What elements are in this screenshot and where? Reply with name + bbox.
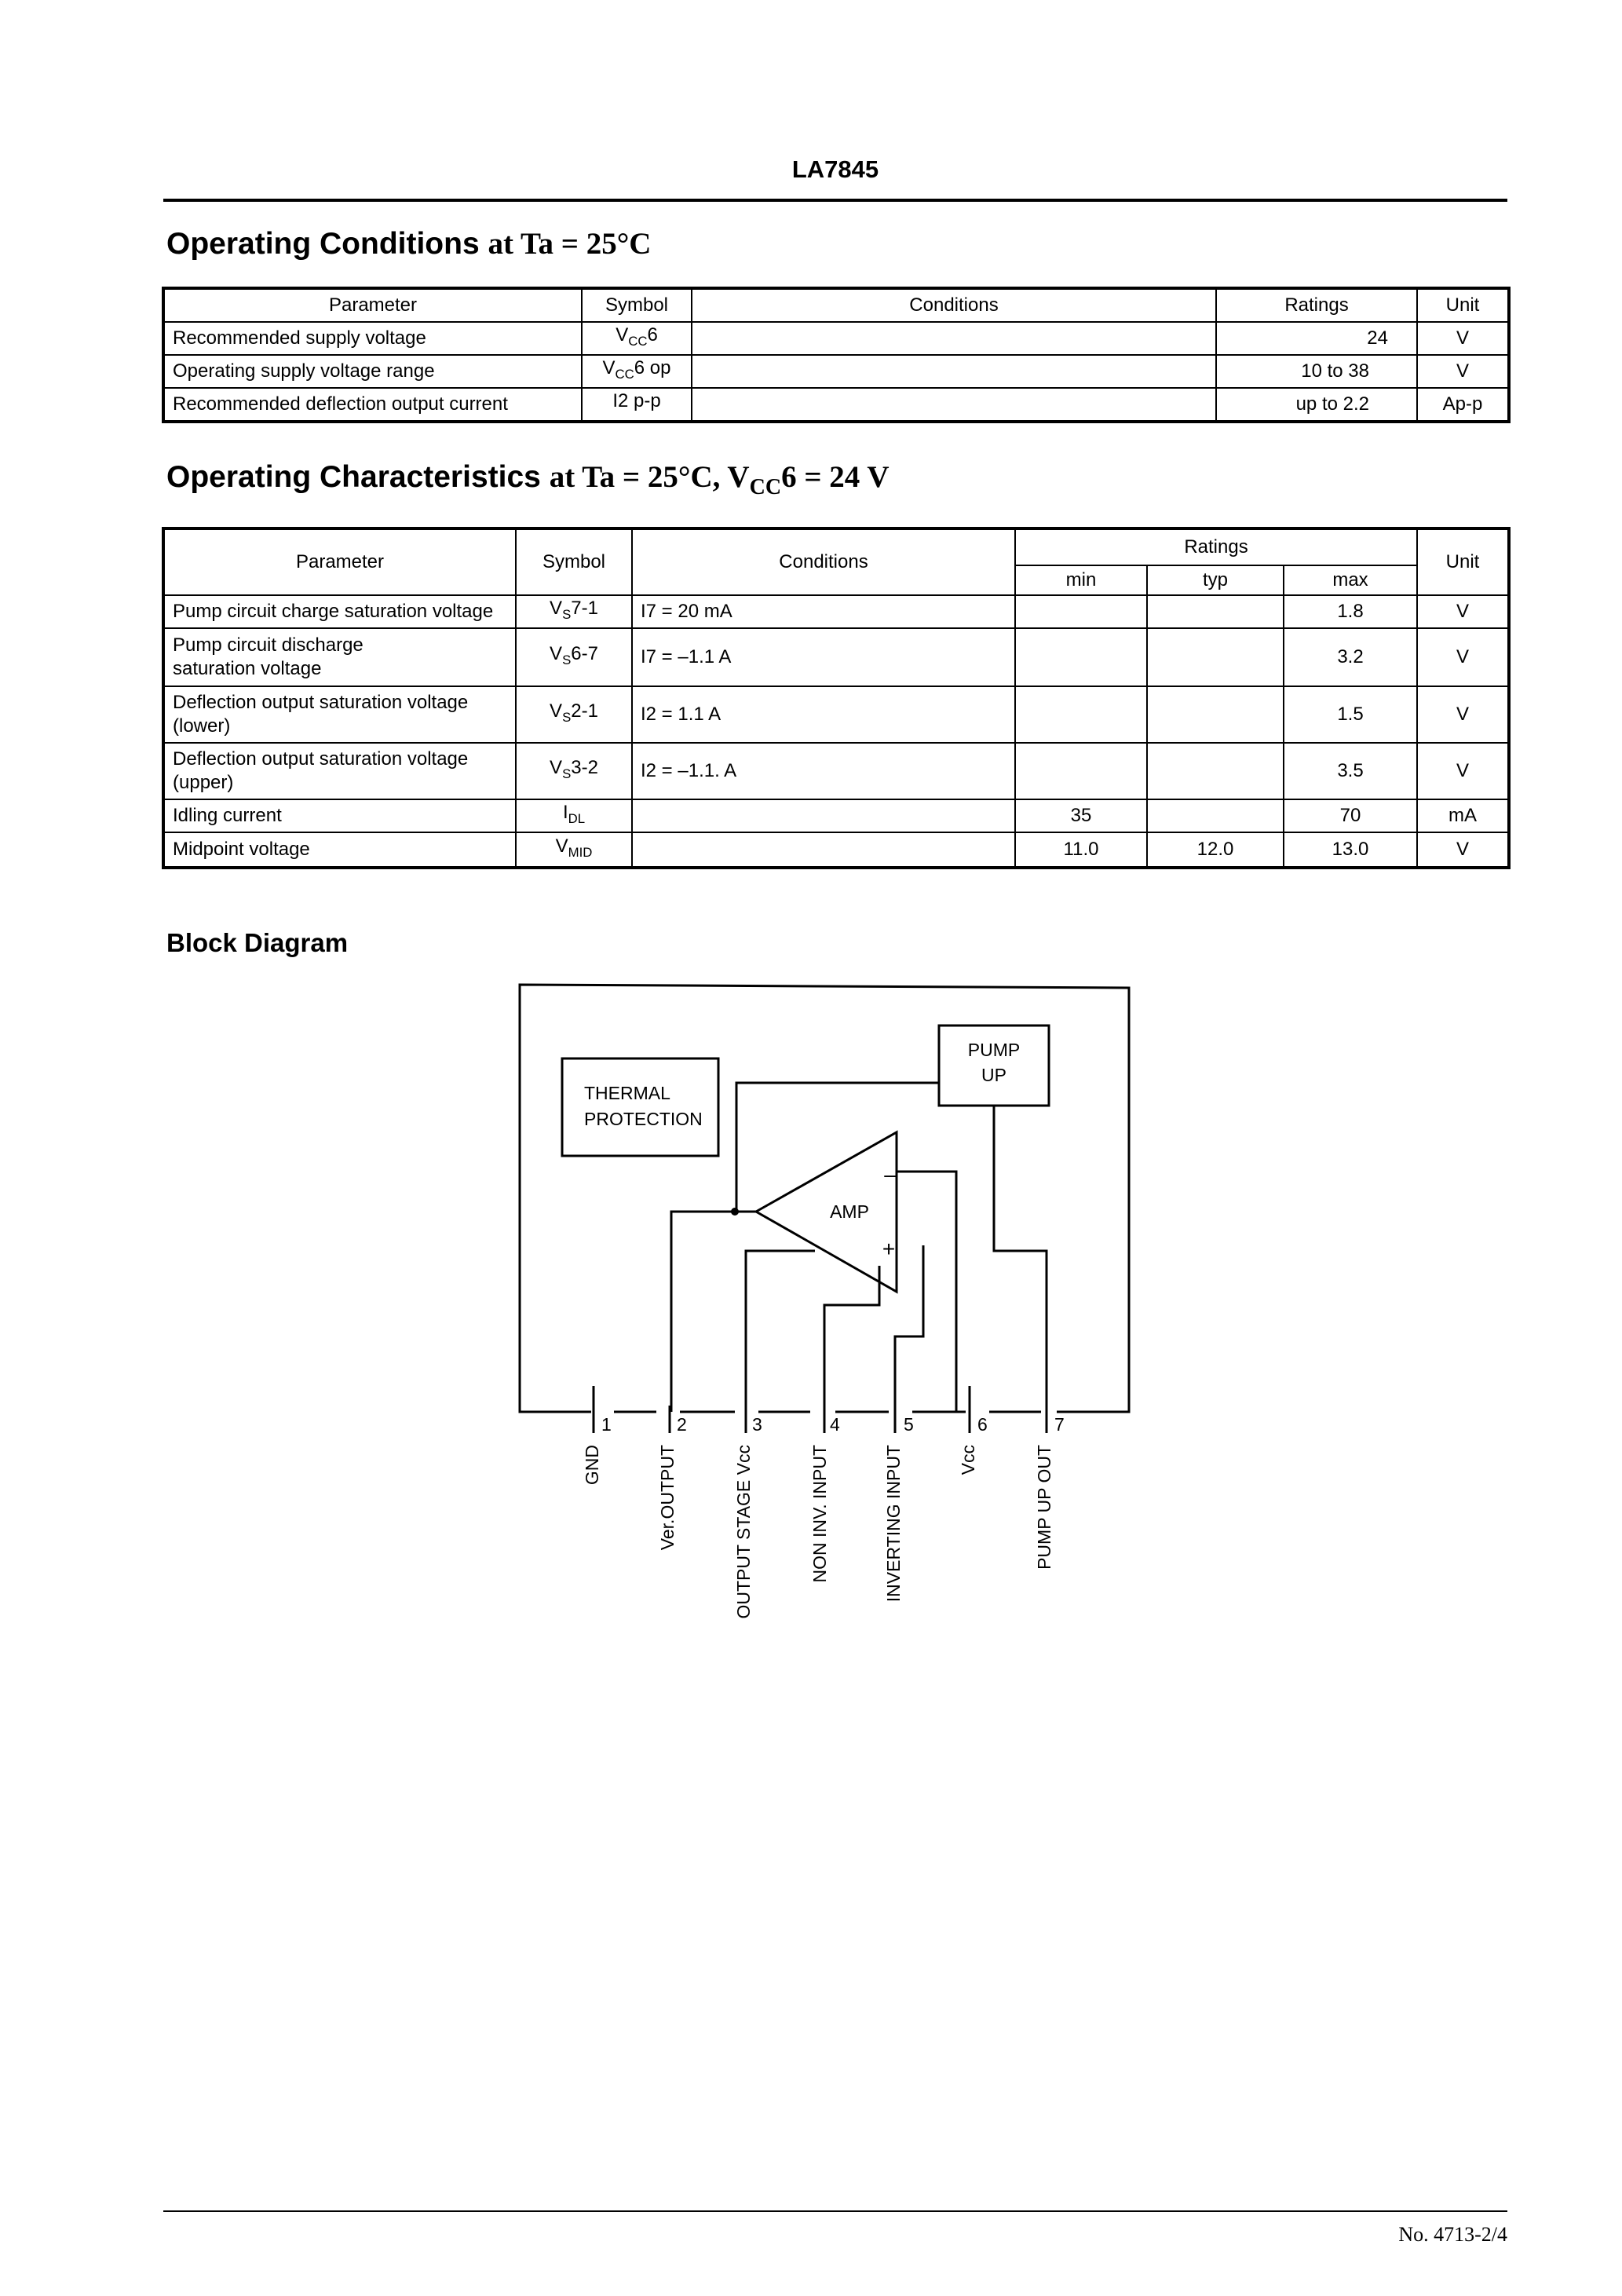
- cell-unit: Ap-p: [1417, 388, 1508, 421]
- cell-max: 1.8: [1284, 595, 1417, 628]
- cell-min: 11.0: [1015, 832, 1147, 867]
- cell-max: 3.2: [1284, 628, 1417, 686]
- cell-symbol: $V_{CC}6$ op: [582, 355, 692, 388]
- cell-ratings: 24: [1216, 322, 1417, 355]
- col-header-conditions: Conditions: [632, 529, 1015, 595]
- amp-minus-label: –: [884, 1162, 897, 1186]
- pin-label-non-inv-input: NON INV. INPUT: [809, 1445, 830, 1583]
- amp-label: AMP: [830, 1201, 869, 1222]
- cell-parameter: Pump circuit discharge saturation voltage: [164, 628, 516, 686]
- wire-pump-to-pin7: [994, 1106, 1047, 1412]
- col-header-unit: Unit: [1417, 529, 1508, 595]
- amp-plus-label: +: [882, 1237, 896, 1261]
- page-header-part-number: LA7845: [791, 155, 879, 183]
- cell-parameter: Pump circuit charge saturation voltage: [164, 595, 516, 628]
- col-header-ratings: Ratings: [1015, 529, 1417, 565]
- pin-number-6: 6: [977, 1414, 988, 1435]
- operating-conditions-heading: Operating Conditions: [166, 227, 480, 261]
- cell-symbol: $V_S6-7$: [516, 628, 632, 686]
- pin-number-2: 2: [677, 1414, 687, 1435]
- cell-conditions: I2 = 1.1 A: [632, 686, 1015, 743]
- amp-triangle: [756, 1132, 897, 1292]
- col-header-symbol: Symbol: [582, 289, 692, 322]
- operating-conditions-subtitle: at Ta = 25°C: [488, 227, 652, 261]
- wire-amp-plus: [895, 1245, 923, 1412]
- cell-parameter: Recommended deflection output current: [164, 388, 582, 421]
- thermal-protection-box: [562, 1058, 718, 1156]
- pin-number-5: 5: [904, 1414, 914, 1435]
- cell-min: 35: [1015, 799, 1147, 832]
- cell-typ: 12.0: [1147, 832, 1284, 867]
- cell-symbol: $V_S3-2$: [516, 743, 632, 799]
- pin-label-vcc: Vcc: [958, 1445, 978, 1475]
- pin-number-7: 7: [1054, 1414, 1065, 1435]
- wire-pin3: [746, 1251, 815, 1412]
- pump-label-line1: PUMP: [967, 1040, 1021, 1060]
- pin-label-gnd: GND: [582, 1445, 602, 1486]
- cell-unit: V: [1417, 743, 1508, 799]
- cell-unit: V: [1417, 355, 1508, 388]
- cell-ratings: 10 to 38: [1216, 355, 1417, 388]
- cell-conditions: I7 = 20 mA: [632, 595, 1015, 628]
- cell-unit: V: [1417, 686, 1508, 743]
- thermal-label-line1: THERMAL: [584, 1083, 670, 1103]
- col-header-conditions: Conditions: [692, 289, 1216, 322]
- cell-unit: V: [1417, 595, 1508, 628]
- cell-symbol: I2 p-p: [582, 388, 692, 421]
- pin-label-inverting-input: INVERTING INPUT: [883, 1445, 904, 1603]
- cell-symbol: $V_S7-1$: [516, 595, 632, 628]
- pin-number-3: 3: [752, 1414, 762, 1435]
- cell-unit: V: [1417, 322, 1508, 355]
- cell-parameter: Deflection output saturation voltage (upper): [164, 743, 516, 799]
- cell-conditions: I2 = –1.1. A: [632, 743, 1015, 799]
- wire-pin2: [671, 1212, 756, 1412]
- wire-pin4: [824, 1266, 879, 1412]
- pin-number-4: 4: [830, 1414, 840, 1435]
- cell-ratings: up to 2.2: [1216, 388, 1417, 421]
- junction-dot: [731, 1208, 739, 1216]
- col-header-typ: typ: [1147, 565, 1284, 595]
- cell-max: 13.0: [1284, 832, 1417, 867]
- wire-amp-minus: [897, 1172, 956, 1412]
- pin-number-1: 1: [601, 1414, 612, 1435]
- cell-unit: mA: [1417, 799, 1508, 832]
- cell-symbol: $V_{MID}$: [516, 832, 632, 867]
- cell-parameter: Idling current: [164, 799, 516, 832]
- pin-label-ver-output: Ver.OUTPUT: [657, 1445, 678, 1551]
- cell-symbol: $V_S2-1$: [516, 686, 632, 743]
- col-header-parameter: Parameter: [164, 529, 516, 595]
- pump-label-line2: UP: [981, 1065, 1006, 1085]
- block-diagram-title: Block Diagram: [166, 928, 349, 957]
- cell-parameter: Deflection output saturation voltage (lower): [164, 686, 516, 743]
- col-header-min: min: [1015, 565, 1147, 595]
- col-header-max: max: [1284, 565, 1417, 595]
- footer-rule: [163, 2210, 1507, 2212]
- operating-characteristics-heading: Operating Characteristics: [166, 460, 541, 494]
- cell-conditions: I7 = –1.1 A: [632, 628, 1015, 686]
- cell-unit: V: [1417, 628, 1508, 686]
- col-header-parameter: Parameter: [164, 289, 582, 322]
- cell-symbol: $I_{DL}$: [516, 799, 632, 832]
- thermal-label-line2: PROTECTION: [584, 1109, 703, 1129]
- wire-thermal-to-pump: [736, 1083, 939, 1212]
- cell-parameter: Operating supply voltage range: [164, 355, 582, 388]
- pin-label-pump-up-out: PUMP UP OUT: [1034, 1445, 1054, 1570]
- cell-parameter: Recommended supply voltage: [164, 322, 582, 355]
- cell-parameter: Midpoint voltage: [164, 832, 516, 867]
- col-header-unit: Unit: [1417, 289, 1508, 322]
- cell-unit: V: [1417, 832, 1508, 867]
- col-header-symbol: Symbol: [516, 529, 632, 595]
- col-header-ratings: Ratings: [1216, 289, 1417, 322]
- cell-symbol: $V_{CC}6$: [582, 322, 692, 355]
- pin-label-output-stage-vcc: OUTPUT STAGE Vcc: [733, 1445, 754, 1619]
- cell-max: 70: [1284, 799, 1417, 832]
- footer-document-number: No. 4713-2/4: [1398, 2223, 1507, 2246]
- operating-characteristics-subtitle: at Ta = 25°C, $V_{CC}6 = 24$ V: [549, 460, 890, 499]
- cell-max: 3.5: [1284, 743, 1417, 799]
- cell-max: 1.5: [1284, 686, 1417, 743]
